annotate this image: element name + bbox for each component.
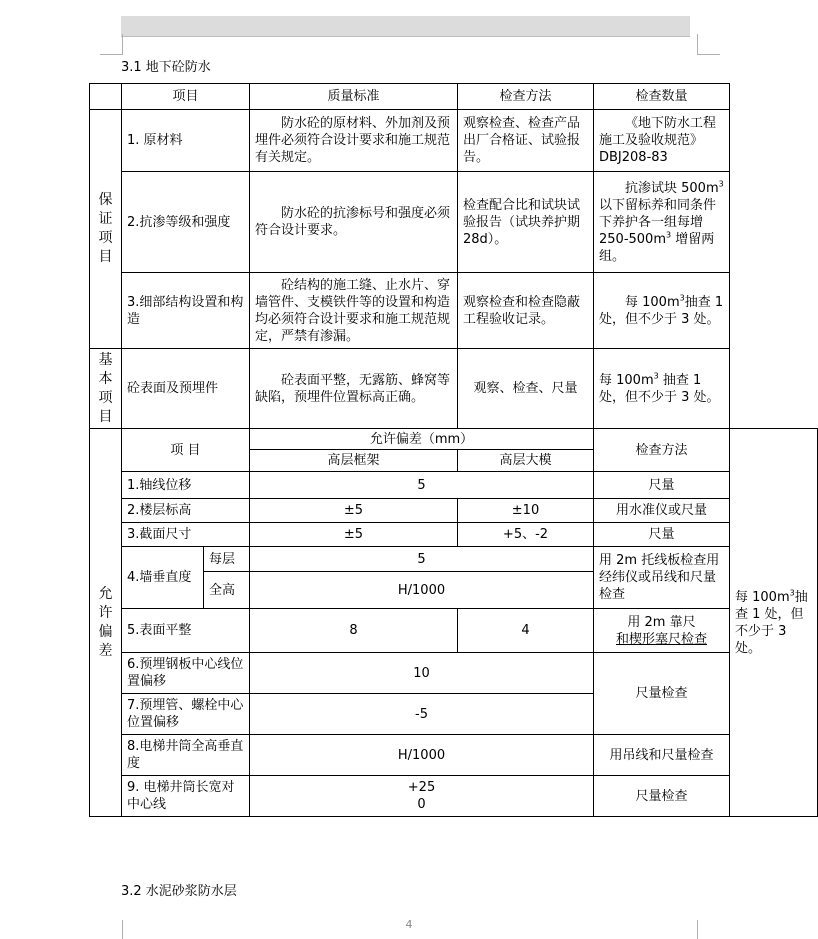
tolerance-frame-5: 8 [250, 609, 458, 653]
header-quantity: 检查数量 [594, 84, 730, 110]
tolerance-item-2: 2.楼层标高 [122, 499, 250, 523]
tolerance-header-method: 检查方法 [594, 429, 730, 472]
tolerance-item-5: 5.表面平整 [122, 609, 250, 653]
guarantee-method-3: 观察检查和检查隐蔽工程验收记录。 [458, 273, 594, 349]
header-item: 项目 [122, 84, 250, 110]
section-heading-3-2: 3.2 水泥砂浆防水层 [121, 884, 237, 899]
table-row [90, 547, 818, 572]
tolerance-value-1: 5 [250, 472, 594, 499]
table-row [90, 735, 818, 776]
guarantee-quantity-2: 抗渗试块 $500m^3$以下留标养和同条件下养护各一组每增 $250-500m^3$ 增留两组。 [594, 172, 730, 273]
basic-method: 观察、检查、尺量 [458, 349, 594, 429]
tolerance-item-8: 8.电梯井筒全高垂直度 [122, 735, 250, 776]
tolerance-value-7: -5 [250, 694, 594, 735]
header-standard: 质量标准 [250, 84, 458, 110]
inspection-table [89, 83, 818, 817]
tolerance-sub-4b: 全高 [204, 572, 250, 609]
header-method: 检查方法 [458, 84, 594, 110]
basic-item: 砼表面及预埋件 [122, 349, 250, 429]
tolerance-method-9: 尺量检查 [594, 776, 730, 817]
table-row [90, 609, 818, 653]
guarantee-standard-2: 防水砼的抗渗标号和强度必须符合设计要求。 [250, 172, 458, 273]
guarantee-quantity-1: 《地下防水工程施工及验收规范》DBJ208-83 [594, 110, 730, 172]
tolerance-item-4: 4.墙垂直度 [122, 547, 204, 609]
tolerance-quantity: 每 $100m^3$抽查 1 处，但不少于 3 处。 [730, 429, 818, 817]
tolerance-method-5: 用 2m 靠尺 和楔形塞尺检查 [594, 609, 730, 653]
table-row [90, 172, 818, 273]
tolerance-header-frame: 高层框架 [250, 450, 458, 472]
tolerance-large-form-5: 4 [458, 609, 594, 653]
tolerance-method-3: 尺量 [594, 523, 730, 547]
page-header-bar [121, 16, 690, 37]
table-row [90, 653, 818, 694]
guarantee-quantity-3: 每 $100m^3$抽查 1 处，但不少于 3 处。 [594, 273, 730, 349]
table-row [90, 110, 818, 172]
tolerance-item-6: 6.预埋钢板中心线位置偏移 [122, 653, 250, 694]
tolerance-method-6-7: 尺量检查 [594, 653, 730, 735]
guarantee-method-1: 观察检查、检查产品出厂合格证、试验报告。 [458, 110, 594, 172]
group-guarantee: 保证项目 [90, 110, 122, 349]
basic-quantity: 每 $100m^3$ 抽查 1 处，但不少于 3 处。 [594, 349, 730, 429]
tolerance-method-4: 用 2m 托线板检查用经纬仪或吊线和尺量检查 [594, 547, 730, 609]
tolerance-value-4b: H/1000 [250, 572, 594, 609]
tolerance-value-4a: 5 [250, 547, 594, 572]
tolerance-value-9: +25 0 [250, 776, 594, 817]
tolerance-method-1: 尺量 [594, 472, 730, 499]
tolerance-item-3: 3.截面尺寸 [122, 523, 250, 547]
tolerance-large-form-2: ±10 [458, 499, 594, 523]
table-row [90, 472, 818, 499]
table-header-row [90, 84, 818, 110]
guarantee-item-1: 1. 原材料 [122, 110, 250, 172]
group-tolerance: 允许偏差 [90, 429, 122, 817]
page-number: 4 [405, 918, 413, 931]
tolerance-item-9: 9. 电梯井筒长宽对中心线 [122, 776, 250, 817]
guarantee-item-2: 2.抗渗等级和强度 [122, 172, 250, 273]
table-row [90, 349, 818, 429]
guarantee-item-3: 3.细部结构设置和构造 [122, 273, 250, 349]
table-row [90, 273, 818, 349]
basic-standard: 砼表面平整，无露筋、蜂窝等缺陷，预埋件位置标高正确。 [250, 349, 458, 429]
table-row [90, 523, 818, 547]
crop-mark-top-left [100, 34, 123, 55]
tolerance-frame-2: ±5 [250, 499, 458, 523]
tolerance-value-6: 10 [250, 653, 594, 694]
tolerance-value-8: H/1000 [250, 735, 594, 776]
tolerance-frame-3: ±5 [250, 523, 458, 547]
crop-mark-top-right [697, 34, 720, 55]
tolerance-item-7: 7.预埋管、螺栓中心位置偏移 [122, 694, 250, 735]
guarantee-standard-3: 砼结构的施工缝、止水片、穿墙管件、支模铁件等的设置和构造均必须符合设计要求和施工规范规定，严禁有渗漏。 [250, 273, 458, 349]
tolerance-large-form-3: +5、-2 [458, 523, 594, 547]
tolerance-header-row [90, 429, 818, 450]
header-blank-cell [90, 84, 122, 110]
guarantee-method-2: 检查配合比和试块试验报告（试块养护期 28d）。 [458, 172, 594, 273]
group-basic: 基本项目 [90, 349, 122, 429]
tolerance-method-8: 用吊线和尺量检查 [594, 735, 730, 776]
table-row [90, 499, 818, 523]
section-heading-3-1: 3.1 地下砼防水 [121, 60, 211, 75]
tolerance-header-item: 项 目 [122, 429, 250, 472]
tolerance-item-1: 1.轴线位移 [122, 472, 250, 499]
guarantee-standard-1: 防水砼的原材料、外加剂及预埋件必须符合设计要求和施工规范有关规定。 [250, 110, 458, 172]
tolerance-sub-4a: 每层 [204, 547, 250, 572]
tolerance-header-large-form: 高层大模 [458, 450, 594, 472]
table-row [90, 776, 818, 817]
tolerance-header-allow: 允许偏差（mm） [250, 429, 594, 450]
tolerance-method-2: 用水准仪或尺量 [594, 499, 730, 523]
